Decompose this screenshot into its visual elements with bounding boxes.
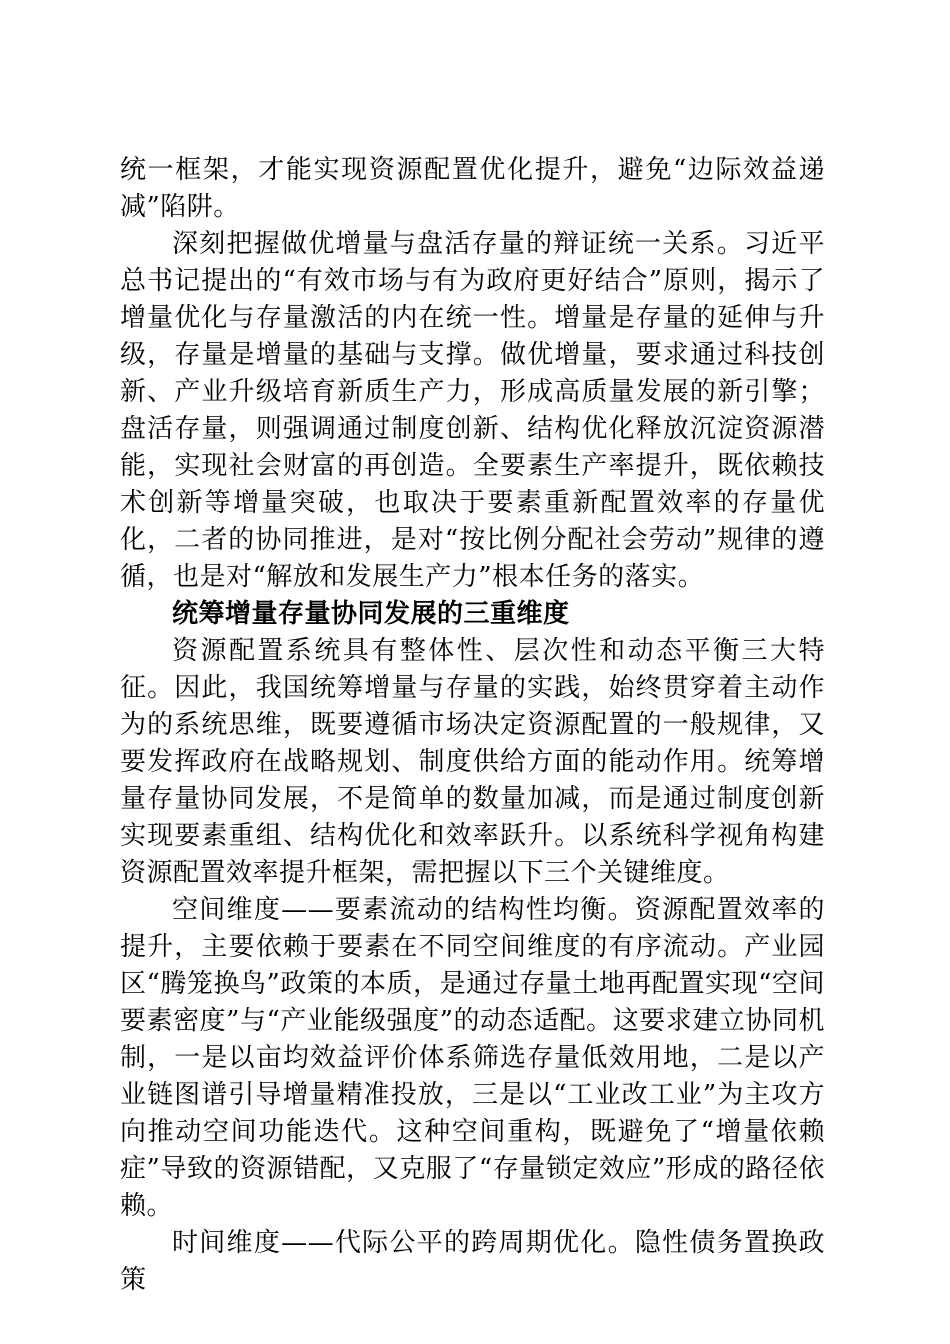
paragraph-system-features: 资源配置系统具有整体性、层次性和动态平衡三大特征。因此，我国统筹增量与存量的实践，始终贯穿着主动作为的系统思维，既要遵循市场决定资源配置的一般规律，又要发挥政府在战略规划、制度供给方面的能动作用。统筹增量存量协同发展，不是简单的数量加减，而是通过制度创新实现要素重组、结构优化和效率跃升。以系统科学视角构建资源配置效率提升框架，需把握以下三个关键维度。 [120,636,825,888]
paragraph-spatial-dimension: 空间维度——要素流动的结构性均衡。资源配置效率的提升，主要依赖于要素在不同空间维度的有序流动。产业园区“腾笼换鸟”政策的本质，是通过存量土地再配置实现“空间要素密度”与“产业能级强度”的动态适配。这要求建立协同机制，一是以亩均效益评价体系筛选存量低效用地，二是以产业链图谱引导增量精准投放，三是以“工业改工业”为主攻方向推动空间功能迭代。这种空间重构，既避免了“增量依赖症”导致的资源错配，又克服了“存量锁定效应”形成的路径依赖。 [120,895,825,1221]
paragraph-continuation: 统一框架，才能实现资源配置优化提升，避免“边际效益递减”陷阱。 [120,155,825,222]
section-heading: 统筹增量存量协同发展的三重维度 [172,599,570,629]
paragraph-temporal-dimension: 时间维度——代际公平的跨周期优化。隐性债务置换政策 [120,1228,825,1295]
document-page [120,152,825,1299]
paragraph-dialectical-relation: 深刻把握做优增量与盘活存量的辩证统一关系。习近平总书记提出的“有效市场与有为政府更好结合”原则，揭示了增量优化与存量激活的内在统一性。增量是存量的延伸与升级，存量是增量的基础与支撑。做优增量，要求通过科技创新、产业升级培育新质生产力，形成高质量发展的新引擎；盘活存量，则强调通过制度创新、结构优化释放沉淀资源潜能，实现社会财富的再创造。全要素生产率提升，既依赖技术创新等增量突破，也取决于要素重新配置效率的存量优化，二者的协同推进，是对“按比例分配社会劳动”规律的遵循，也是对“解放和发展生产力”根本任务的落实。 [120,229,825,592]
